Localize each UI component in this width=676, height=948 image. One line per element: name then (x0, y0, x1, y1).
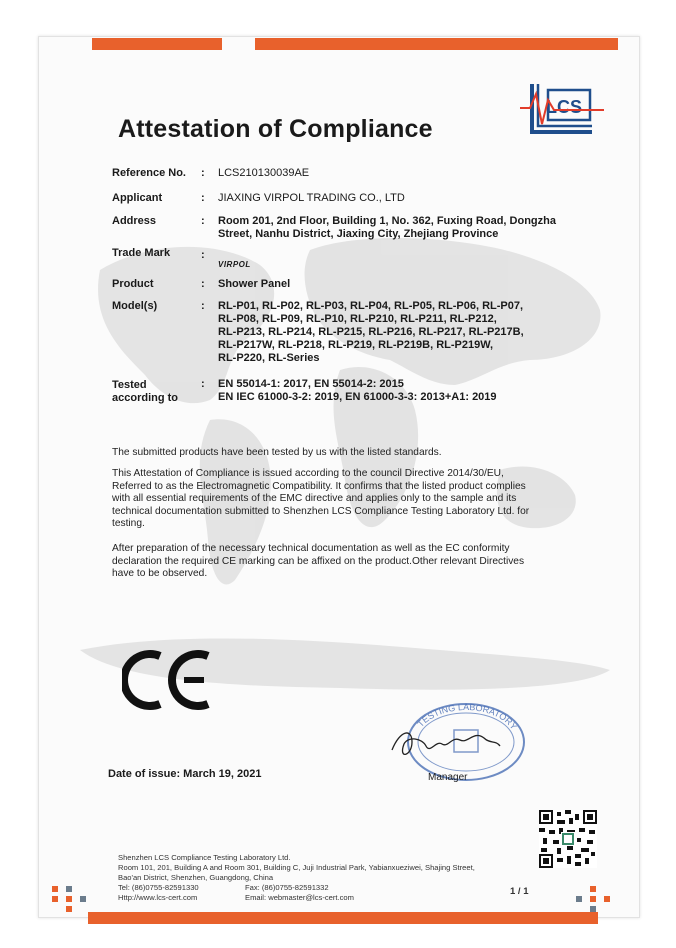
footer-address-line: Bao'an District, Shenzhen, Guangdong, China (118, 873, 274, 882)
footer-address-line: Room 101, 201, Building A and Room 301, Building C, Juji Industrial Park, Yabianxueziwei, Shajing Street, (118, 863, 475, 872)
tested-label (112, 379, 178, 405)
page-title: Attestation of Compliance (118, 115, 433, 143)
paragraph-line: After preparation of the necessary technical documentation as well as the EC conformity (112, 543, 510, 554)
colon: : (201, 378, 205, 390)
colon: : (201, 215, 205, 227)
logo-text: LCS (546, 97, 582, 117)
lcs-logo-icon (518, 80, 606, 146)
standards-line: EN 55014-1: 2017, EN 55014-2: 2015 (218, 378, 404, 390)
product-label: Product (112, 278, 154, 290)
footer-email-link[interactable]: Email: webmaster@lcs-cert.com (245, 893, 354, 902)
models-line: RL-P213, RL-P214, RL-P215, RL-P216, RL-P217, RL-P217B, (218, 326, 524, 338)
footer-tel: Tel: (86)0755-82591330 (118, 883, 199, 892)
paragraph-line: Referred to as the Electromagnetic Compatibility. It confirms that the listed product complies (112, 480, 526, 492)
stamp-arc-text: TESTING LABORATORY (415, 701, 520, 732)
statement-paragraph (112, 447, 562, 460)
colon: : (201, 192, 205, 204)
reference-label: Reference No. (112, 167, 186, 179)
tested-label-line: Tested (112, 379, 147, 391)
models-line: RL-P220, RL-Series (218, 352, 320, 364)
models-line: RL-P01, RL-P02, RL-P03, RL-P04, RL-P05, RL-P06, RL-P07, (218, 300, 524, 312)
address-line: Street, Nanhu District, Jiaxing City, Zhejiang Province (218, 228, 499, 240)
ce-mark-icon (122, 648, 214, 712)
address-label: Address (112, 215, 157, 227)
paragraph-line: testing. (112, 518, 145, 530)
reference-value: LCS210130039AE (218, 167, 310, 179)
colon: : (201, 278, 205, 290)
models-value (218, 300, 558, 365)
colon: : (201, 167, 205, 179)
top-accent-bar-right (255, 38, 618, 50)
models-line: RL-P08, RL-P09, RL-P10, RL-P210, RL-P211, RL-P212, (218, 313, 497, 325)
svg-text:TESTING LABORATORY (415, 702, 519, 732)
page-number: 1 / 1 (510, 886, 529, 897)
manager-label: Manager (428, 772, 468, 783)
colon: : (201, 300, 205, 312)
standards-value (218, 378, 558, 404)
applicant-value: JIAXING VIRPOL TRADING CO., LTD (218, 192, 405, 204)
applicant-label: Applicant (112, 192, 163, 204)
footer-website-link[interactable]: Http://www.lcs-cert.com (118, 893, 198, 902)
trademark-value: VIRPOL (218, 260, 251, 269)
paragraph-line: have to be observed. (112, 568, 208, 580)
qr-code-icon (539, 810, 597, 868)
models-line: RL-P217W, RL-P218, RL-P219, RL-P219B, RL-P219W, (218, 339, 494, 351)
paragraph-line: technical documentation submitted to Shenzhen LCS Compliance Testing Laboratory Ltd. for (112, 505, 530, 517)
paragraph-line: declaration the required CE marking can be affixed on the product.Other relevant Directives (112, 555, 525, 567)
footer-company: Shenzhen LCS Compliance Testing Laboratory Ltd. (118, 853, 291, 862)
models-label: Model(s) (112, 300, 158, 312)
corner-squares-left (52, 886, 92, 916)
bottom-accent-bar (88, 912, 598, 924)
paragraph-line: This Attestation of Compliance is issued according to the council Directive 2014/30/EU, (112, 468, 504, 479)
date-of-issue: Date of issue: March 19, 2021 (108, 768, 262, 780)
standards-line: EN IEC 61000-3-2: 2019, EN 61000-3-3: 2013+A1: 2019 (218, 391, 497, 403)
trademark-label: Trade Mark (112, 247, 171, 259)
ce-conformity-paragraph (112, 543, 562, 581)
tested-label-line: according to (112, 392, 179, 404)
product-value: Shower Panel (218, 278, 291, 290)
directive-paragraph (112, 468, 562, 531)
address-value (218, 215, 558, 241)
colon: : (201, 249, 205, 261)
paragraph-line: The submitted products have been tested by us with the listed standards. (112, 447, 442, 458)
paragraph-line: with all essential requirements of the EMC directive and applies only to the sample and its (112, 493, 517, 505)
footer-fax: Fax: (86)0755-82591332 (245, 883, 329, 892)
address-line: Room 201, 2nd Floor, Building 1, No. 362, Fuxing Road, Dongzha (218, 215, 556, 227)
top-accent-bar (92, 38, 222, 50)
